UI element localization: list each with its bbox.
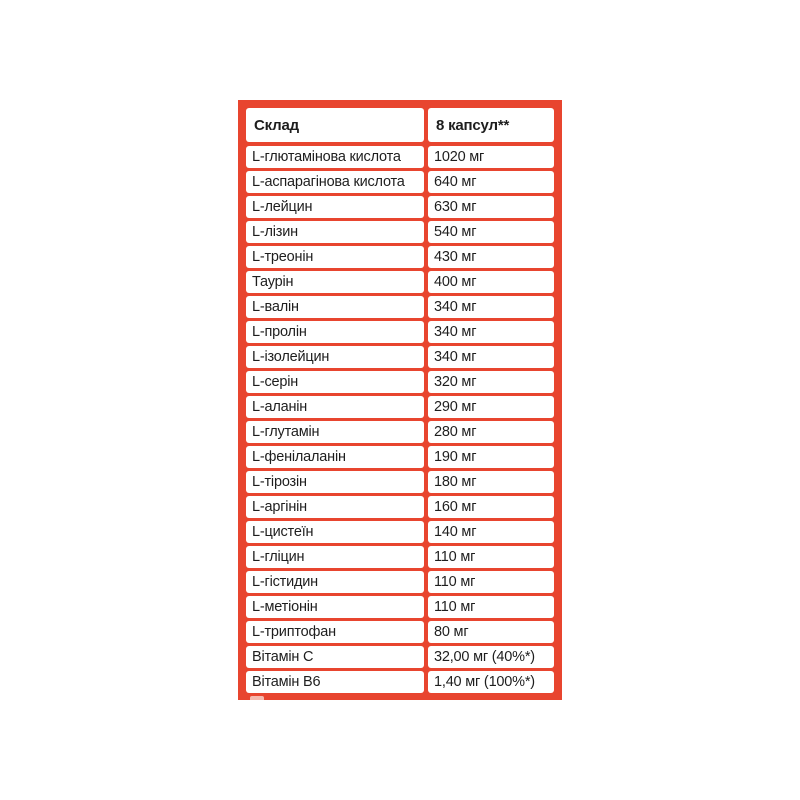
- table-row: [246, 321, 554, 343]
- table-row: [246, 421, 554, 443]
- ingredient-name: L-серін: [246, 371, 424, 393]
- ingredient-name: Вітамін С: [246, 646, 424, 668]
- ingredient-name: L-лейцин: [246, 196, 424, 218]
- ingredient-name: L-гістидин: [246, 571, 424, 593]
- ingredient-amount: 1,40 мг (100%*): [428, 671, 554, 693]
- table-row: [246, 596, 554, 618]
- ingredient-name: L-валін: [246, 296, 424, 318]
- ingredient-name: Таурін: [246, 271, 424, 293]
- table-row: [246, 646, 554, 668]
- ingredient-amount: 32,00 мг (40%*): [428, 646, 554, 668]
- ingredient-amount: 340 мг: [428, 346, 554, 368]
- ingredient-amount: 80 мг: [428, 621, 554, 643]
- table-row: [246, 546, 554, 568]
- ingredient-amount: 110 мг: [428, 546, 554, 568]
- table-row: [246, 271, 554, 293]
- cropped-footnote-mark: [250, 696, 264, 700]
- ingredient-amount: 340 мг: [428, 296, 554, 318]
- table-row: [246, 246, 554, 268]
- ingredient-name: L-гліцин: [246, 546, 424, 568]
- ingredient-name: L-глутамін: [246, 421, 424, 443]
- ingredient-name: L-аргінін: [246, 496, 424, 518]
- ingredient-name: Вітамін В6: [246, 671, 424, 693]
- table-row: [246, 396, 554, 418]
- ingredient-name: L-ізолейцин: [246, 346, 424, 368]
- table-row: [246, 621, 554, 643]
- ingredient-amount: 1020 мг: [428, 146, 554, 168]
- table-row: [246, 346, 554, 368]
- ingredient-amount: 290 мг: [428, 396, 554, 418]
- ingredient-name: L-фенілаланін: [246, 446, 424, 468]
- ingredient-amount: 160 мг: [428, 496, 554, 518]
- table-row: [246, 146, 554, 168]
- ingredient-amount: 140 мг: [428, 521, 554, 543]
- ingredient-name: L-триптофан: [246, 621, 424, 643]
- table-header-row: [246, 108, 554, 142]
- table-row: [246, 671, 554, 693]
- header-amount-label: 8 капсул**: [428, 108, 554, 142]
- header-ingredient-label: Склад: [246, 108, 424, 142]
- ingredient-amount: 180 мг: [428, 471, 554, 493]
- table-row: [246, 171, 554, 193]
- ingredient-amount: 110 мг: [428, 596, 554, 618]
- table-row: [246, 446, 554, 468]
- table-row: [246, 521, 554, 543]
- ingredient-name: L-аланін: [246, 396, 424, 418]
- ingredient-amount: 340 мг: [428, 321, 554, 343]
- ingredient-name: L-метіонін: [246, 596, 424, 618]
- ingredient-amount: 280 мг: [428, 421, 554, 443]
- table-row: [246, 221, 554, 243]
- table-row: [246, 296, 554, 318]
- table-row: [246, 571, 554, 593]
- ingredient-name: L-глютамінова кислота: [246, 146, 424, 168]
- ingredient-amount: 630 мг: [428, 196, 554, 218]
- ingredient-amount: 540 мг: [428, 221, 554, 243]
- table-row: [246, 371, 554, 393]
- ingredient-name: L-цистеїн: [246, 521, 424, 543]
- ingredient-amount: 640 мг: [428, 171, 554, 193]
- ingredient-name: L-треонін: [246, 246, 424, 268]
- ingredient-amount: 190 мг: [428, 446, 554, 468]
- ingredient-amount: 400 мг: [428, 271, 554, 293]
- ingredient-name: L-аспарагінова кислота: [246, 171, 424, 193]
- table-row: [246, 196, 554, 218]
- ingredient-name: L-лізин: [246, 221, 424, 243]
- ingredient-name: L-пролін: [246, 321, 424, 343]
- ingredient-amount: 430 мг: [428, 246, 554, 268]
- ingredients-panel: [238, 100, 562, 700]
- ingredient-amount: 110 мг: [428, 571, 554, 593]
- table-row: [246, 496, 554, 518]
- ingredient-amount: 320 мг: [428, 371, 554, 393]
- table-row: [246, 471, 554, 493]
- ingredient-name: L-тірозін: [246, 471, 424, 493]
